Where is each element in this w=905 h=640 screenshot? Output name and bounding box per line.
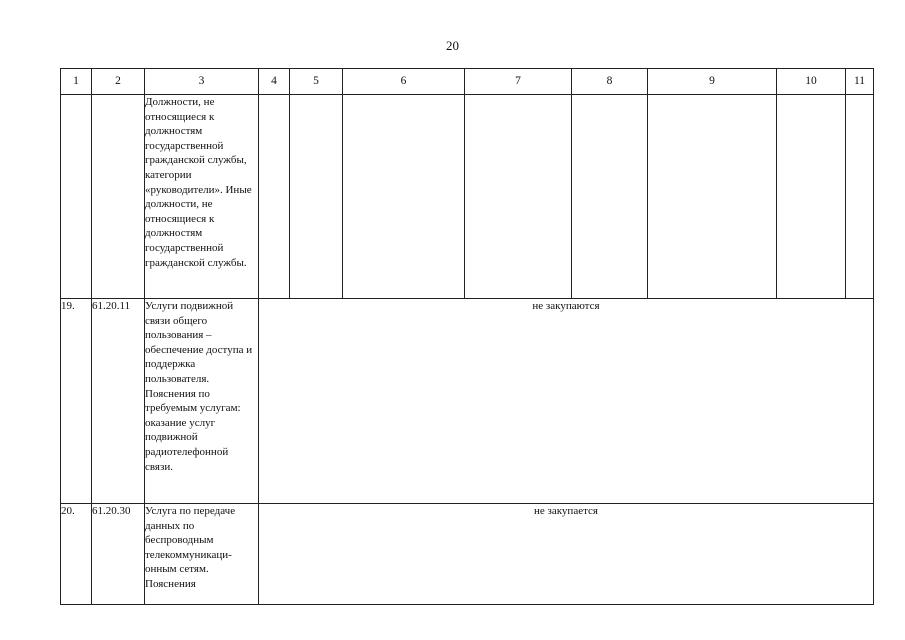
table-row (61, 299, 874, 504)
empty-cell (259, 95, 290, 299)
column-header-10: 10 (777, 69, 846, 95)
row-code (92, 95, 145, 299)
row-code: 61.20.30 (92, 504, 145, 605)
empty-cell (343, 95, 465, 299)
column-header-4: 4 (259, 69, 290, 95)
column-header-6: 6 (343, 69, 465, 95)
procurement-table (60, 68, 874, 605)
row-note: не закупаются (259, 299, 874, 504)
row-description: Услуга по передаче данных по беспроводным телекоммуникаци-онным сетям. Пояснения (145, 504, 259, 605)
column-header-1: 1 (61, 69, 92, 95)
table-row (61, 95, 874, 299)
header-row (61, 69, 874, 95)
column-header-9: 9 (648, 69, 777, 95)
column-header-11: 11 (846, 69, 874, 95)
table-row (61, 504, 874, 605)
empty-cell (846, 95, 874, 299)
row-code: 61.20.11 (92, 299, 145, 504)
row-description: Услуги подвижной связи общего пользования – обеспечение доступа и поддержка пользователя. Пояснения по требуемым услугам: оказание услуг подвижной радиотелефонной связи. (145, 299, 259, 504)
empty-cell (648, 95, 777, 299)
column-header-7: 7 (465, 69, 572, 95)
row-number (61, 95, 92, 299)
column-header-3: 3 (145, 69, 259, 95)
column-header-8: 8 (572, 69, 648, 95)
row-description: Должности, не относящиеся к должностям государственной гражданской службы, категории «руководители». Иные должности, не относящиеся к должностям государственной гражданской службы. (145, 95, 259, 299)
empty-cell (465, 95, 572, 299)
empty-cell (777, 95, 846, 299)
column-header-5: 5 (290, 69, 343, 95)
page-number: 20 (446, 38, 459, 53)
column-header-2: 2 (92, 69, 145, 95)
row-note: не закупается (259, 504, 874, 605)
empty-cell (290, 95, 343, 299)
row-number: 19. (61, 299, 92, 504)
row-number: 20. (61, 504, 92, 605)
empty-cell (572, 95, 648, 299)
